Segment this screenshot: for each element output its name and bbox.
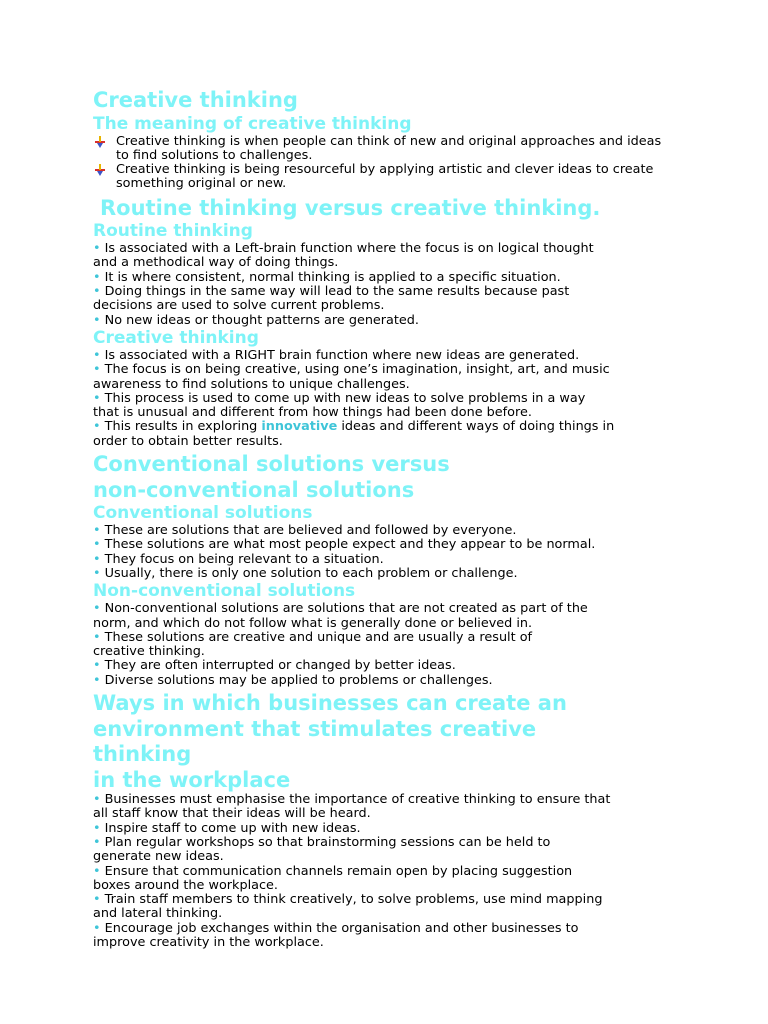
list-item-line: to find solutions to challenges.: [116, 147, 313, 163]
meaning-list: [93, 135, 713, 192]
bullet-dot: •: [93, 601, 101, 617]
list-item: • They are often interrupted or changed by better ideas.: [93, 658, 456, 674]
list-item: • Inspire staff to come up with new ideas.: [93, 820, 361, 836]
list-item-continuation: and lateral thinking.: [93, 906, 223, 922]
heading-routine-thinking: Routine thinking: [93, 221, 253, 242]
bullet-dot: •: [93, 834, 101, 850]
bullet-dot: •: [93, 362, 101, 378]
creative-list: [93, 349, 713, 449]
list-item-continuation: awareness to find solutions to unique challenges.: [93, 376, 410, 392]
bullet-dot: •: [93, 523, 101, 539]
list-item-continuation: order to obtain better results.: [93, 433, 283, 449]
list-item-continuation: that is unusual and different from how things had been done before.: [93, 405, 532, 421]
bullet-dot: •: [93, 390, 101, 406]
heading-meaning-of-creative-thinking: The meaning of creative thinking: [93, 113, 412, 134]
highlighted-word: innovative: [261, 419, 338, 435]
bullet-dot: •: [93, 658, 101, 674]
bullet-dot: •: [93, 565, 101, 581]
list-item: • Diverse solutions may be applied to problems or challenges.: [93, 672, 493, 688]
list-item: • This results in exploring innovative ideas and different ways of doing things in: [93, 419, 615, 435]
bullet-dot: •: [93, 551, 101, 567]
list-item-line: Creative thinking is being resourceful by applying artistic and clever ideas to create: [116, 162, 654, 178]
routine-list: [93, 242, 713, 328]
bullet-dot: •: [93, 792, 101, 808]
bullet-dot: •: [93, 629, 101, 645]
list-item: • Plan regular workshops so that brainstorming sessions can be held to: [93, 834, 551, 850]
list-item: • Train staff members to think creatively, to solve problems, use mind mapping: [93, 892, 603, 908]
list-item: [93, 135, 713, 164]
list-item: • They focus on being relevant to a situation.: [93, 551, 384, 567]
heading-ways-businesses-stimulate-creativity: Ways in which businesses can create an environment that stimulates creative thinking in the workplace: [93, 691, 567, 792]
list-item: • The focus is on being creative, using one’s imagination, insight, art, and music: [93, 362, 610, 378]
bullet-dot: •: [93, 269, 101, 285]
bullet-dot: •: [93, 312, 101, 328]
list-item: • Ensure that communication channels remain open by placing suggestion: [93, 863, 573, 879]
heading-nonconventional-solutions: Non-conventional solutions: [93, 581, 356, 602]
list-item-continuation: creative thinking.: [93, 644, 205, 660]
list-item-line: Creative thinking is when people can think of new and original approaches and ideas: [116, 133, 662, 149]
nonconventional-list: [93, 602, 713, 688]
list-item-continuation: all staff know that their ideas will be heard.: [93, 806, 371, 822]
bullet-dot: •: [93, 241, 101, 257]
conventional-list: [93, 524, 713, 581]
bullet-dot: •: [93, 419, 101, 435]
heading-creative-thinking-sub: Creative thinking: [93, 327, 259, 348]
bullet-dot: •: [93, 672, 101, 688]
list-item: • This process is used to come up with new ideas to solve problems in a way: [93, 390, 586, 406]
list-item: • Doing things in the same way will lead to the same results because past: [93, 284, 570, 300]
heading-creative-thinking: Creative thinking: [93, 88, 298, 112]
list-item-continuation: decisions are used to solve current problems.: [93, 298, 385, 314]
document-body: [93, 88, 713, 950]
bullet-dot: •: [93, 347, 101, 363]
heading-routine-vs-creative: Routine thinking versus creative thinking.: [100, 195, 601, 220]
bullet-dot: •: [93, 537, 101, 553]
bullet-dot: •: [93, 892, 101, 908]
list-item: • Usually, there is only one solution to each problem or challenge.: [93, 565, 518, 581]
list-item: • These solutions are what most people expect and they appear to be normal.: [93, 537, 596, 553]
list-item-continuation: improve creativity in the workplace.: [93, 934, 324, 950]
bullet-dot: •: [93, 284, 101, 300]
heading-conventional-vs-nonconventional: Conventional solutions versus non-conventional solutions: [93, 452, 450, 502]
bullet-dot: •: [93, 863, 101, 879]
list-item: • Encourage job exchanges within the organisation and other businesses to: [93, 920, 579, 936]
list-item: • These solutions are creative and unique and are usually a result of: [93, 629, 533, 645]
list-item: • Is associated with a Left-brain function where the focus is on logical thought: [93, 241, 594, 257]
list-item-continuation: norm, and which do not follow what is generally done or believed in.: [93, 615, 533, 631]
list-item: • It is where consistent, normal thinking is applied to a specific situation.: [93, 269, 561, 285]
list-item: • No new ideas or thought patterns are generated.: [93, 312, 419, 328]
heading-conventional-solutions: Conventional solutions: [93, 503, 313, 524]
bullet-dot: •: [93, 820, 101, 836]
list-item-continuation: boxes around the workplace.: [93, 877, 278, 893]
list-item-continuation: generate new ideas.: [93, 849, 224, 865]
list-item: [93, 163, 713, 192]
ways-list: [93, 793, 713, 950]
arrow-down-marker-icon: [93, 163, 107, 177]
list-item: • Businesses must emphasise the importance of creative thinking to ensure that: [93, 792, 611, 808]
list-item-line: something original or new.: [116, 176, 287, 192]
list-item: • These are solutions that are believed and followed by everyone.: [93, 523, 517, 539]
bullet-dot: •: [93, 920, 101, 936]
list-item-continuation: and a methodical way of doing things.: [93, 255, 339, 271]
list-item: • Is associated with a RIGHT brain function where new ideas are generated.: [93, 347, 580, 363]
list-item: • Non-conventional solutions are solutions that are not created as part of the: [93, 601, 588, 617]
arrow-down-marker-icon: [93, 135, 107, 149]
